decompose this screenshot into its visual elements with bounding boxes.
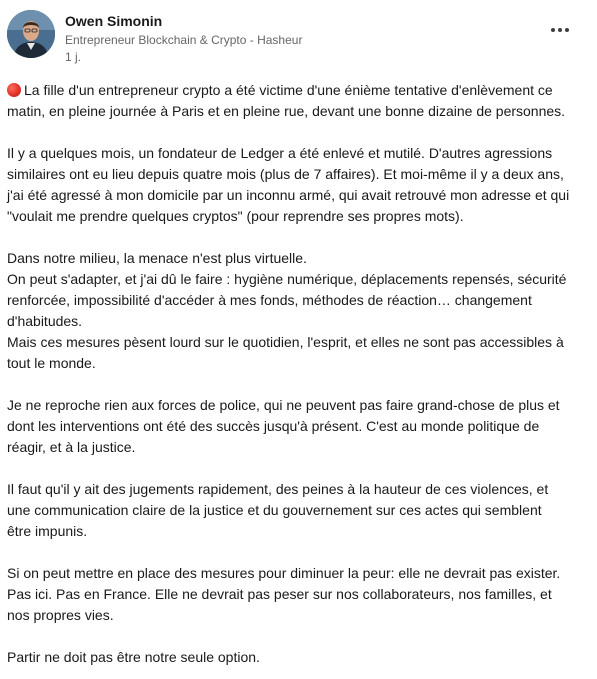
avatar-image: [7, 10, 55, 58]
post-paragraph: [7, 479, 590, 542]
post-text-line: [7, 248, 590, 269]
post-text-line: [7, 647, 590, 668]
author-avatar[interactable]: [7, 10, 55, 58]
post-text: nos propres vies.: [7, 607, 114, 623]
post-text: Il y a quelques mois, un fondateur de Ledger a été enlevé et mutilé. D'autres agressions: [7, 145, 553, 161]
post-text: d'habitudes.: [7, 313, 83, 329]
post-text-line: [7, 101, 590, 122]
post-paragraph: [7, 143, 590, 227]
post-text: renforcée, impossibilité d'accéder à mes fonds, méthodes de réaction… changement: [7, 292, 532, 308]
post-header: [0, 0, 597, 70]
author-headline: Entrepreneur Blockchain & Crypto - Hasheur: [65, 33, 303, 47]
post-text: Partir ne doit pas être notre seule option.: [7, 649, 260, 665]
post-text-line: [7, 164, 590, 185]
post-paragraph: [7, 647, 590, 668]
post-text-line: [7, 500, 590, 521]
post-timestamp: 1 j.: [65, 50, 82, 64]
post-text: "voulait me prendre quelques cryptos" (pour reprendre ses propres mots).: [7, 208, 464, 224]
post-paragraph: [7, 395, 590, 458]
post-text-line: [7, 206, 590, 227]
author-name[interactable]: Owen Simonin: [65, 13, 163, 29]
post-text: Si on peut mettre en place des mesures pour diminuer la peur: elle ne devrait pas exister.: [7, 565, 561, 581]
post-text: Mais ces mesures pèsent lourd sur le quotidien, l'esprit, et elles ne sont pas accessibles à: [7, 334, 564, 350]
post-text: une communication claire de la justice et du gouvernement sur ces actes qui semblent: [7, 502, 542, 518]
post-text-line: [7, 479, 590, 500]
post-text-line: [7, 416, 590, 437]
post-text: matin, en pleine journée à Paris et en pleine rue, devant une bonne dizaine de personnes.: [7, 103, 566, 119]
post-text-line: [7, 80, 590, 101]
more-options-button[interactable]: [543, 18, 577, 42]
post-text-line: [7, 332, 590, 353]
post-text-line: [7, 395, 590, 416]
post-paragraph: [7, 80, 590, 122]
post-text-line: [7, 290, 590, 311]
post-text-line: [7, 584, 590, 605]
post-text: La fille d'un entrepreneur crypto a été victime d'une énième tentative d'enlèvement ce: [24, 82, 553, 98]
post-text: réagir, et à la justice.: [7, 439, 136, 455]
post-text-line: [7, 563, 590, 584]
more-horizontal-icon: [551, 28, 569, 32]
post-text-line: [7, 521, 590, 542]
post-text-line: [7, 353, 590, 374]
post-paragraph: [7, 563, 590, 626]
post-text: Il faut qu'il y ait des jugements rapidement, des peines à la hauteur de ces violences, et: [7, 481, 549, 497]
post-text: similaires ont eu lieu depuis quatre mois (plus de 7 affaires). Et moi-même il y a deux ans,: [7, 166, 564, 182]
post-text-line: [7, 311, 590, 332]
post-text-line: [7, 143, 590, 164]
post-text-line: [7, 269, 590, 290]
red-circle-icon: [7, 83, 21, 97]
post-text: On peut s'adapter, et j'ai dû le faire : hygiène numérique, déplacements repensés, sécurité: [7, 271, 567, 287]
post-text-line: [7, 437, 590, 458]
post-text: j'ai été agressé à mon domicile par un inconnu armé, qui avait retrouvé mon adresse et qui: [7, 187, 570, 203]
post-text-line: [7, 185, 590, 206]
post-text: Je ne reproche rien aux forces de police, qui ne peuvent pas faire grand-chose de plus et: [7, 397, 560, 413]
post-text: tout le monde.: [7, 355, 96, 371]
post-text: Pas ici. Pas en France. Elle ne devrait pas peser sur nos collaborateurs, nos familles, et: [7, 586, 552, 602]
post-text: être impunis.: [7, 523, 88, 539]
post-text: Dans notre milieu, la menace n'est plus virtuelle.: [7, 250, 307, 266]
post-paragraph: [7, 248, 590, 374]
post-text: dont les interventions ont été des succès jusqu'à présent. C'est au monde politique de: [7, 418, 540, 434]
post-body: [7, 80, 590, 679]
post-text-line: [7, 605, 590, 626]
